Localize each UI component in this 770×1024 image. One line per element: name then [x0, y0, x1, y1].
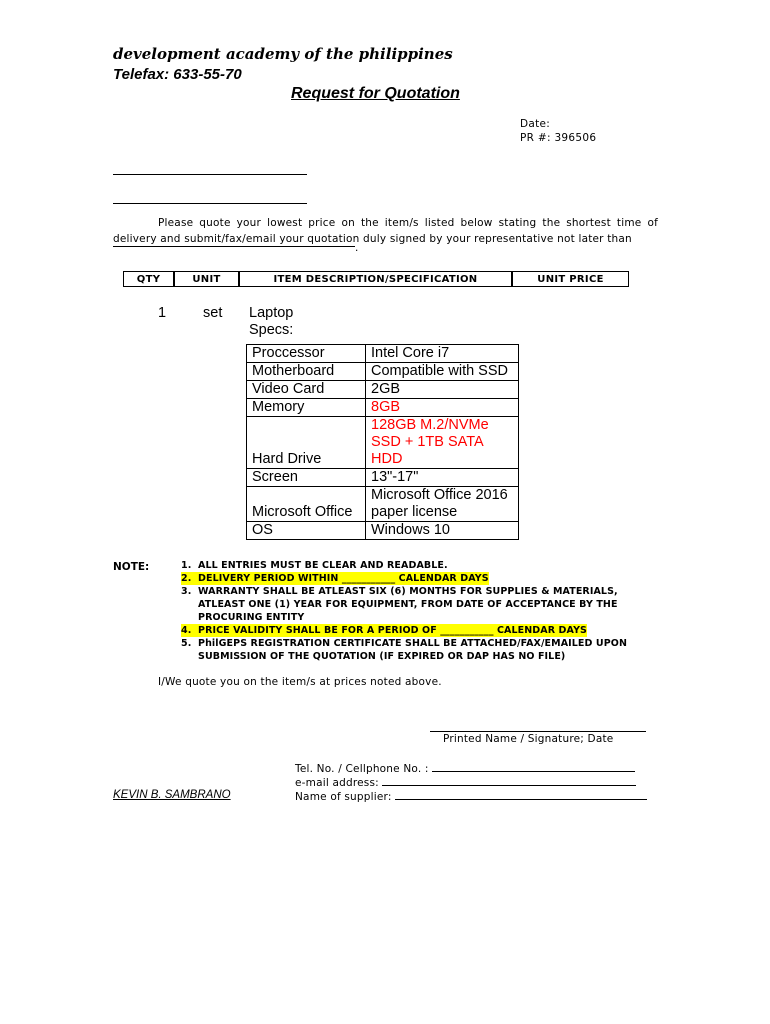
contact-person: KEVIN B. SAMBRANO — [113, 789, 231, 801]
intro-paragraph — [113, 215, 658, 247]
page-title: Request for Quotation — [291, 85, 460, 102]
spec-value: 128GB M.2/NVMe SSD + 1TB SATA HDD — [366, 417, 519, 469]
header-description: ITEM DESCRIPTION/SPECIFICATION — [239, 271, 512, 287]
spec-row — [247, 522, 519, 540]
spec-key: Screen — [247, 469, 366, 487]
spec-value: 8GB — [366, 399, 519, 417]
spec-value: Microsoft Office 2016 paper license — [366, 487, 519, 522]
signature-line — [430, 731, 646, 732]
tel-blank — [432, 762, 635, 772]
spec-row — [247, 381, 519, 399]
spec-value: Compatible with SSD — [366, 363, 519, 381]
spec-value: 13"-17" — [366, 469, 519, 487]
spec-key: OS — [247, 522, 366, 540]
spec-key: Memory — [247, 399, 366, 417]
email-blank — [382, 776, 636, 786]
pr-number: PR #: 396506 — [520, 132, 597, 144]
spec-value: Windows 10 — [366, 522, 519, 540]
addressee-line-1 — [113, 174, 307, 175]
item-name: Laptop — [249, 305, 294, 321]
spec-key: Motherboard — [247, 363, 366, 381]
spec-row — [247, 469, 519, 487]
organization-name: development academy of the philippines — [113, 45, 453, 63]
spec-key: Proccessor — [247, 345, 366, 363]
header-unit-price: UNIT PRICE — [512, 271, 629, 287]
spec-row — [247, 399, 519, 417]
intro-end-mark: . — [355, 242, 359, 254]
supplier-blank — [395, 790, 647, 800]
item-description — [249, 305, 293, 339]
spec-key: Microsoft Office — [247, 487, 366, 522]
addressee-line-2 — [113, 203, 307, 204]
specs-table — [246, 344, 519, 540]
header-qty: QTY — [123, 271, 174, 287]
tel-field: Tel. No. / Cellphone No. : — [295, 762, 635, 775]
item-qty: 1 — [158, 305, 167, 321]
specs-label: Specs: — [249, 322, 294, 338]
supplier-field: Name of supplier: — [295, 790, 647, 803]
spec-key: Hard Drive — [247, 417, 366, 469]
intro-text: Please quote your lowest price on the item/s listed below stating the shortest time of delivery and submit/fax/email your quotation duly signed by your representative not later than — [113, 217, 658, 245]
spec-value: Intel Core i7 — [366, 345, 519, 363]
signature-label: Printed Name / Signature; Date — [443, 733, 614, 745]
note-item-highlighted: 4. PRICE VALIDITY SHALL BE FOR A PERIOD OF ___________ CALENDAR DAYS — [181, 625, 587, 636]
quote-statement: I/We quote you on the item/s at prices noted above. — [158, 676, 442, 688]
date-label: Date: — [520, 118, 551, 130]
spec-row — [247, 363, 519, 381]
deadline-blank-line — [113, 246, 355, 247]
item-unit: set — [203, 305, 223, 321]
note-item: 3. WARRANTY SHALL BE ATLEAST SIX (6) MONTHS FOR SUPPLIES & MATERIALS, ATLEAST ONE (1) YEAR FOR EQUIPMENT, FROM DATE OF ACCEPTANCE BY THE PROCURING ENTITY — [181, 586, 618, 623]
note-item: 1. ALL ENTRIES MUST BE CLEAR AND READABLE. — [181, 560, 448, 571]
spec-row — [247, 417, 519, 469]
email-field: e-mail address: — [295, 776, 636, 789]
note-item: 5. PhilGEPS REGISTRATION CERTIFICATE SHALL BE ATTACHED/FAX/EMAILED UPON SUBMISSION OF THE QUOTATION (IF EXPIRED OR DAP HAS NO FILE) — [181, 638, 628, 662]
spec-row — [247, 487, 519, 522]
header-unit: UNIT — [174, 271, 239, 287]
note-item-highlighted: 2. DELIVERY PERIOD WITHIN ___________ CALENDAR DAYS — [181, 573, 489, 584]
note-label: NOTE: — [113, 561, 150, 573]
spec-row — [247, 345, 519, 363]
spec-key: Video Card — [247, 381, 366, 399]
spec-value: 2GB — [366, 381, 519, 399]
notes-list — [181, 559, 658, 663]
telefax: Telefax: 633-55-70 — [113, 66, 242, 83]
